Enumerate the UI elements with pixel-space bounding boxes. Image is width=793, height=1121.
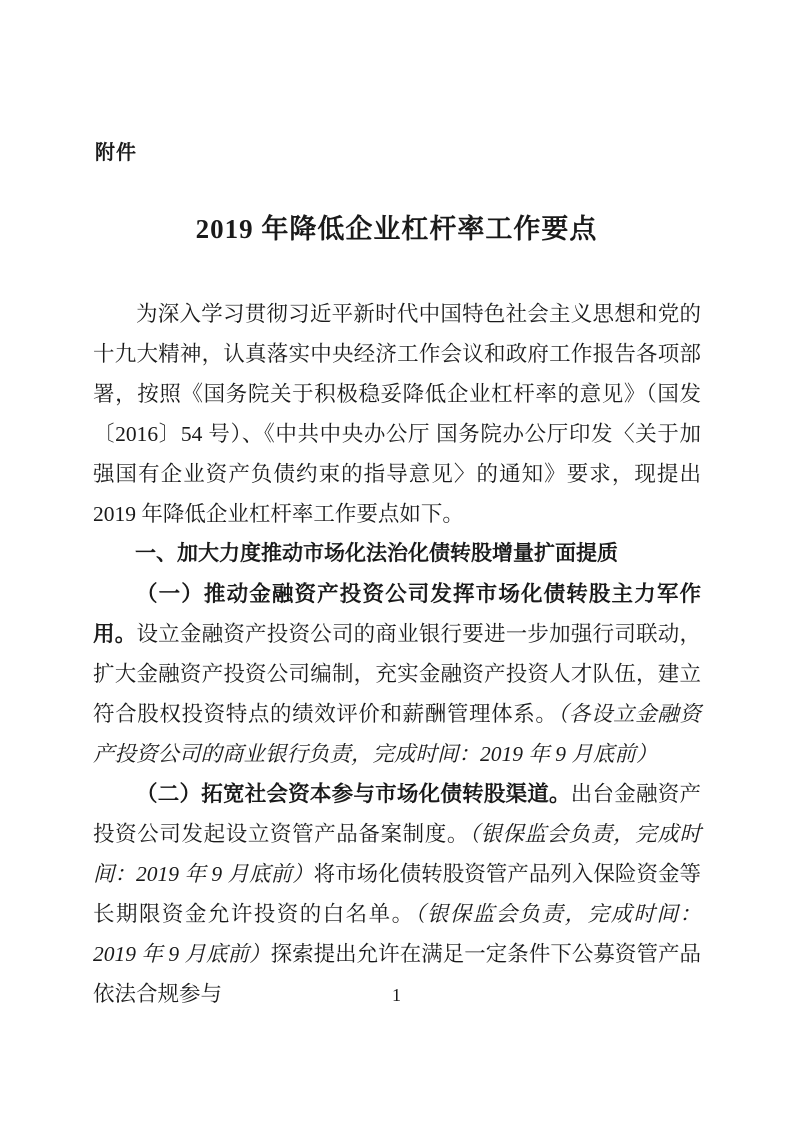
clause-2-lead: （二）拓宽社会资本参与市场化债转股渠道。 [136,782,571,806]
page-number: 1 [392,985,401,1005]
document-body [93,294,701,1014]
clause-1-paragraph [93,574,701,774]
clause-2-body-1: 出台金融资产投资公司发起设立资管产品备案制度。 [93,782,701,846]
clause-1-note: （各设立金融资产投资公司的商业银行负责，完成时间：2019 年 9 月底前） [93,702,701,766]
document-title: 2019 年降低企业杠杆率工作要点 [195,214,598,244]
intro-paragraph: 为深入学习贯彻习近平新时代中国特色社会主义思想和党的十九大精神，认真落实中央经济工作会议和政府工作报告各项部署，按照《国务院关于积极稳妥降低企业杠杆率的意见》（国发〔2016〕54 号）、《中共中央办公厅 国务院办公厅印发〈关于加强国有企业资产负债约束的指导意见〉的通知》要求，现提出 2019 年降低企业杠杆率工作要点如下。 [93,302,701,526]
clause-2-body-2: 将市场化债转股资管产品列入保险资金等长期限资金允许投资的白名单。 [93,862,701,926]
clause-2-note-1: （银保监会负责，完成时间：2019 年 9 月底前） [93,822,701,886]
attachment-label: 附件 [95,142,137,164]
clause-1-body: 设立金融资产投资公司的商业银行要进一步加强行司联动，扩大金融资产投资公司编制，充实金融资产投资人才队伍，建立符合股权投资特点的绩效评价和薪酬管理体系。 [93,622,701,726]
clause-2-note-2: （银保监会负责，完成时间：2019 年 9 月底前） [93,902,701,966]
clause-2-body-3: 探索提出允许在满足一定条件下公募资管产品依法合规参与 [93,942,701,1006]
clause-1-lead: （一）推动金融资产投资公司发挥市场化债转股主力军作用。 [93,582,701,646]
section-1-heading: 一、加大力度推动市场化法治化债转股增量扩面提质 [135,542,618,565]
clause-2-paragraph [93,774,701,1014]
